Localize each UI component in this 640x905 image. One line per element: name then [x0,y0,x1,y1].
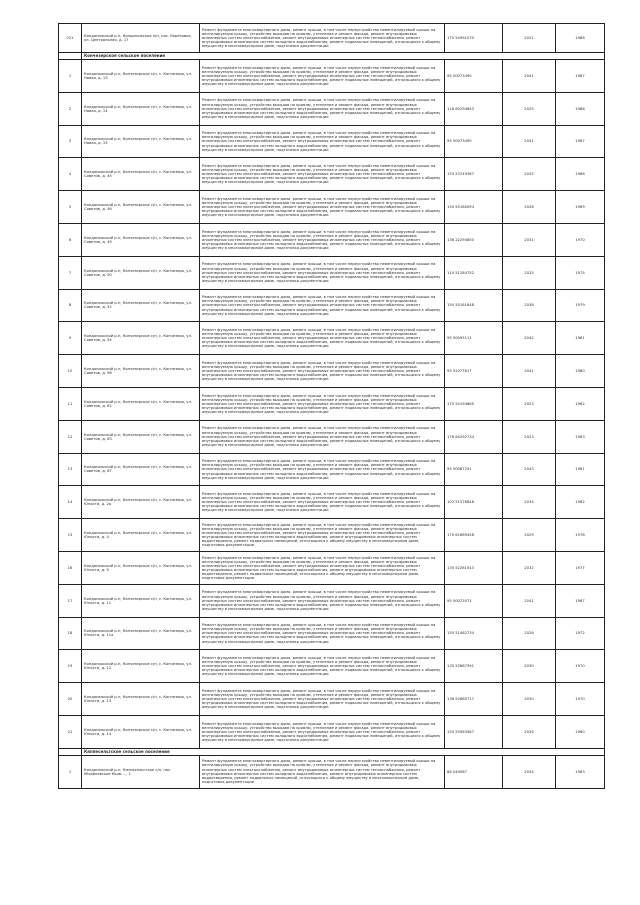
table-row [59,453,605,486]
row-number: 1 [59,755,82,788]
row-year-planned: 2043 [503,453,556,486]
row-address: Кондопожский р-н, Кондопожское п/п, пос. Берёзовка, ул. Центральная, д. 17 [82,24,200,53]
row-address: Кондопожский р-н, Кончезерское с/п, с. Кончезеро, ул. Советов, д. 54 [82,322,200,355]
row-address: Кондопожский р-н, Кончезерское с/п, с. Кончезеро, ул. Новая, д. 15 [82,125,200,158]
row-address: Кондопожский р-н, Кончезерское с/п, с. Кончезеро, ул. Юности, д. 12 [82,650,200,683]
row-cost: 103 51576848 [445,486,503,519]
row-year-planned: 2021 [503,24,556,53]
row-cost: 95 50087291 [445,453,503,486]
row-year-built: 1970 [556,650,605,683]
table-row [59,519,605,552]
row-address: Кондопожский р-н, Кончезерское с/п, с. Кончезеро, ул. Советов, д. 46 [82,191,200,224]
row-work-list: Ремонт фундамента многоквартирного дома, ремонт крыши, в том числе переустройство невентилируемой крыши на вентилируемую крышу, устройство выходов на кровлю, утепление и ремонт фасада, ремонт внутридомовых инженерных систем электроснабжения, ремонт внутридомовых инженерных систем теплоснабжения, ремонт внутридомовых инженерных систем холодного водоснабжения, ремонт подвальных помещений, относящихся к общему имуществу в многоквартирном доме, подготовка документации [200,24,445,53]
row-cost: 136 22294850 [445,223,503,256]
row-year-planned: 2030 [503,683,556,716]
row-number: 19 [59,650,82,683]
table-row [59,650,605,683]
row-work-list: Ремонт фундамента многоквартирного дома, ремонт крыши, в том числе переустройство невентилируемой крыши на вентилируемую крышу, устройство выходов на кровлю, утепление и ремонт фасада, ремонт внутридомовых инженерных систем электроснабжения, ремонт внутридомовых инженерных систем теплоснабжения, ремонт внутридомовых инженерных систем холодного водоснабжения, ремонт подвальных помещений, относящихся к общему имуществу в многоквартирном доме, подготовка документации [200,683,445,716]
section-header-row [59,53,605,60]
row-cost: 136 52660717 [445,683,503,716]
row-year-built: 1980 [556,715,605,748]
row-year-planned: 2025 [503,92,556,125]
row-year-built: 1970 [556,683,605,716]
row-work-list: Ремонт фундамента многоквартирного дома, ремонт крыши, в том числе переустройство невентилируемой крыши на вентилируемую крышу, устройство выходов на кровлю, утепление и ремонт фасада, ремонт внутридомовых инженерных систем электроснабжения, ремонт внутридомовых инженерных систем теплоснабжения, ремонт внутридомовых инженерных систем холодного водоснабжения, ремонт подвальных помещений, относящихся к общему имуществу в многоквартирном доме, подготовка документации [200,584,445,617]
row-work-list: Ремонт фундамента многоквартирного дома, ремонт крыши, в том числе переустройство невентилируемой крыши на вентилируемую крышу, устройство выходов на кровлю, утепление и ремонт фасада, ремонт внутридомовых инженерных систем электроснабжения, ремонт внутридомовых инженерных систем теплоснабжения, ремонт внутридомовых инженерных систем холодного водоснабжения, ремонт подвальных помещений, относящихся к общему имуществу в многоквартирном доме, подготовка документации [200,289,445,322]
row-year-planned: 2034 [503,486,556,519]
row-address: Кондопожский р-н, Кончезерское с/п, с. Кончезеро, ул. Советов, д. 49 [82,223,200,256]
row-work-list: Ремонт фундамента многоквартирного дома, ремонт крыши, в том числе переустройство невентилируемой крыши на вентилируемую крышу, устройство выходов на кровлю, утепление и ремонт фасада, ремонт внутридомовых инженерных систем электроснабжения, ремонт внутридомовых инженерных систем теплоснабжения, ремонт внутридомовых инженерных систем холодного водоснабжения, ремонт внутридомовых инженерных систем водоотведения, ремонт подвальных помещений, относящихся к общему имуществу в многоквартирном доме, подготовка документации [200,519,445,552]
row-address: Кондопожский р-н, Кончезерское с/п, с. Кончезеро, ул. Советов, д. 63 [82,420,200,453]
row-number: 13 [59,453,82,486]
row-cost: 175 54194865 [445,387,503,420]
row-work-list: Ремонт фундамента многоквартирного дома, ремонт крыши, в том числе переустройство невентилируемой крыши на вентилируемую крышу, устройство выходов на кровлю, утепление и ремонт фасада, ремонт внутридомовых инженерных систем электроснабжения, ремонт внутридомовых инженерных систем теплоснабжения, ремонт внутридомовых инженерных систем холодного водоснабжения, ремонт подвальных помещений, относящихся к общему имуществу в многоквартирном доме, подготовка документации [200,650,445,683]
row-number: 9 [59,322,82,355]
row-address: Кондопожский р-н, Кончезерское с/п, с. Кончезеро, ул. Юности, д. 11 [82,584,200,617]
table-row [59,125,605,158]
row-cost: 118 60294843 [445,92,503,125]
row-cost: 150 55161648 [445,289,503,322]
row-year-planned: 2026 [503,191,556,224]
table-row [59,60,605,93]
row-number: 16 [59,551,82,584]
row-year-built: 1962 [556,387,605,420]
row-address: Кондопожский р-н, Кончезерское с/п, с. Кончезеро, ул. Советов, д. 67 [82,453,200,486]
row-year-built: 1978 [556,519,605,552]
row-work-list: Ремонт фундамента многоквартирного дома, ремонт крыши, в том числе переустройство невентилируемой крыши на вентилируемую крышу, устройство выходов на кровлю, утепление и ремонт фасада, ремонт внутридомовых инженерных систем электроснабжения, ремонт внутридомовых инженерных систем теплоснабжения, ремонт внутридомовых инженерных систем холодного водоснабжения, ремонт подвальных помещений, относящихся к общему имуществу в многоквартирном доме, подготовка документации [200,322,445,355]
row-year-planned: 2041 [503,125,556,158]
section-header-row [59,748,605,755]
row-work-list: Ремонт фундамента многоквартирного дома, ремонт крыши, в том числе переустройство невентилируемой крыши на вентилируемую крышу, устройство выходов на кровлю, утепление и ремонт фасада, ремонт внутридомовых инженерных систем электроснабжения, ремонт внутридомовых инженерных систем теплоснабжения, ремонт внутридомовых инженерных систем холодного водоснабжения, ремонт подвальных помещений, относящихся к общему имуществу в многоквартирном доме, подготовка документации [200,453,445,486]
row-year-built: 1988 [556,92,605,125]
row-year-built: 1981 [556,453,605,486]
row-cost: 155 51462734 [445,617,503,650]
table-row [59,191,605,224]
row-year-planned: 2025 [503,256,556,289]
row-year-planned: 2023 [503,387,556,420]
row-number: 3 [59,125,82,158]
row-year-built: 1982 [556,486,605,519]
row-year-planned: 2026 [503,715,556,748]
table-row [59,322,605,355]
row-cost: 155 53749367 [445,158,503,191]
row-year-built: 1979 [556,289,605,322]
row-number: 7 [59,256,82,289]
row-address: Кондопожский р-н, Кончезерское с/п, с. Кончезеро, ул. Советов, д. 45 [82,158,200,191]
row-work-list: Ремонт фундамента многоквартирного дома, ремонт крыши, в том числе переустройство невентилируемой крыши на вентилируемую крышу, устройство выходов на кровлю, утепление и ремонт фасада, ремонт внутридомовых инженерных систем электроснабжения, ремонт внутридомовых инженерных систем теплоснабжения, ремонт внутридомовых инженерных систем холодного водоснабжения, ремонт подвальных помещений, относящихся к общему имуществу в многоквартирном доме, подготовка документации [200,256,445,289]
section-blank-cell [59,53,82,60]
row-year-planned: 2038 [503,289,556,322]
row-number: 20 [59,683,82,716]
row-work-list: Ремонт фундамента многоквартирного дома, ремонт крыши, в том числе переустройство невентилируемой крыши на вентилируемую крышу, устройство выходов на кровлю, утепление и ремонт фасада, ремонт внутридомовых инженерных систем электроснабжения, ремонт внутридомовых инженерных систем теплоснабжения, ремонт внутридомовых инженерных систем холодного водоснабжения, ремонт подвальных помещений, относящихся к общему имуществу в многоквартирном доме, подготовка документации [200,125,445,158]
row-number: 15 [59,519,82,552]
row-work-list: Ремонт фундамента многоквартирного дома, ремонт крыши, в том числе переустройство невентилируемой крыши на вентилируемую крышу, устройство выходов на кровлю, утепление и ремонт фасада, ремонт внутридомовых инженерных систем электроснабжения, ремонт внутридомовых инженерных систем теплоснабжения, ремонт внутридомовых инженерных систем холодного водоснабжения, ремонт подвальных помещений, относящихся к общему имуществу в многоквартирном доме, подготовка документации [200,715,445,748]
section-title: Кончезерское сельское поселение [82,53,605,60]
table-row [59,617,605,650]
table-row [59,223,605,256]
row-address: Кондопожский р-н, Кончезерское с/п, с. Кончезеро, ул. Советов, д. 61 [82,387,200,420]
row-address: Кондопожский р-н, Кончезерское с/п, с. Кончезеро, ул. Новая, д. 14 [82,92,200,125]
row-address: Кондопожский р-н, Кончезерское с/п, с. Кончезеро, ул. Советов, д. 56 [82,355,200,388]
row-work-list: Ремонт фундамента многоквартирного дома, ремонт крыши, в том числе переустройство невентилируемой крыши на вентилируемую крышу, устройство выходов на кровлю, утепление и ремонт фасада, ремонт внутридомовых инженерных систем электроснабжения, ремонт внутридомовых инженерных систем теплоснабжения, ремонт внутридомовых инженерных систем холодного водоснабжения, ремонт подвальных помещений, относящихся к общему имуществу в многоквартирном доме, подготовка документации [200,355,445,388]
row-year-built: 1963 [556,420,605,453]
row-year-planned: 2031 [503,223,556,256]
section-blank-cell [59,748,82,755]
section-title: Кяппесельгское сельское поселение [82,748,605,755]
row-cost: 170 61669458 [445,519,503,552]
row-year-planned: 2029 [503,519,556,552]
row-address: Кондопожский р-н, Кончезерское с/п, с. Кончезеро, ул. Юности, д. 14 [82,715,200,748]
row-work-list: Ремонт фундамента многоквартирного дома, ремонт крыши, в том числе переустройство невентилируемой крыши на вентилируемую крышу, устройство выходов на кровлю, утепление и ремонт фасада, ремонт внутридомовых инженерных систем электроснабжения, ремонт внутридомовых инженерных систем теплоснабжения, ремонт внутридомовых инженерных систем холодного водоснабжения, ремонт подвальных помещений, относящихся к общему имуществу в многоквартирном доме, подготовка документации [200,191,445,224]
row-address: Кондопожский р-н, Кончезерское с/п, с. Кончезеро, ул. Юности, д. 2а [82,486,200,519]
row-year-planned: 2025 [503,158,556,191]
row-year-built: 1981 [556,322,605,355]
row-address: Кондопожский р-н, Кончезерское с/п, с. Кончезеро, ул. Советов, д. 52 [82,289,200,322]
row-year-built: 1987 [556,584,605,617]
row-cost: 150 55180094 [445,191,503,224]
row-work-list: Ремонт фундамента многоквартирного дома, ремонт крыши, в том числе переустройство невентилируемой крыши на вентилируемую крышу, устройство выходов на кровлю, утепление и ремонт фасада, ремонт внутридомовых инженерных систем электроснабжения, ремонт внутридомовых инженерных систем теплоснабжения, ремонт внутридомовых инженерных систем холодного водоснабжения, ремонт подвальных помещений, относящихся к общему имуществу в многоквартирном доме, подготовка документации [200,158,445,191]
row-cost: 86 049067 [445,755,503,788]
row-number: 4 [59,158,82,191]
table-row [59,715,605,748]
table-row [59,584,605,617]
row-number: 2 [59,92,82,125]
row-number: 221 [59,24,82,53]
row-address: Кондопожский р-н, Кончезерское с/п, с. Кончезеро, ул. Новая, д. 13 [82,60,200,93]
row-cost: 135 52261543 [445,551,503,584]
row-year-planned: 2041 [503,355,556,388]
row-work-list: Ремонт фундамента многоквартирного дома, ремонт крыши, в том числе переустройство невентилируемой крыши на вентилируемую крышу, устройство выходов на кровлю, утепление и ремонт фасада, ремонт внутридомовых инженерных систем электроснабжения, ремонт внутридомовых инженерных систем теплоснабжения, ремонт внутридомовых инженерных систем холодного водоснабжения, ремонт подвальных помещений, относящихся к общему имуществу в многоквартирном доме, подготовка документации [200,617,445,650]
row-address: Кондопожский р-н, Кяппесельгское с/п, пос. Міхайловское Кішм ..., 1 [82,755,200,788]
row-work-list: Ремонт фундамента многоквартирного дома, ремонт крыши, в том числе переустройство невентилируемой крыши на вентилируемую крышу, устройство выходов на кровлю, утепление и ремонт фасада, ремонт внутридомовых инженерных систем электроснабжения, ремонт внутридомовых инженерных систем теплоснабжения, ремонт внутридомовых инженерных систем холодного водоснабжения, ремонт внутридомовых инженерных систем водоотведения, ремонт подвальных помещений, относящихся к общему имуществу в многоквартирном доме, подготовка документации [200,755,445,788]
row-address: Кондопожский р-н, Кончезерское с/п, с. Кончезеро, ул. Юности, д. 4 [82,519,200,552]
row-cost: 155 53583567 [445,715,503,748]
table-row [59,256,605,289]
row-year-built: 1988 [556,24,605,53]
table-row [59,420,605,453]
table-row [59,486,605,519]
row-cost: 175 54991070 [445,24,503,53]
table-row [59,92,605,125]
row-year-built: 1972 [556,617,605,650]
row-number: 11 [59,387,82,420]
row-year-planned: 2041 [503,60,556,93]
row-number: 8 [59,289,82,322]
table-row [59,387,605,420]
row-number: 12 [59,420,82,453]
row-number: 5 [59,191,82,224]
row-cost: 95 52077617 [445,355,503,388]
row-year-planned: 2030 [503,650,556,683]
row-year-planned: 2032 [503,551,556,584]
row-work-list: Ремонт фундамента многоквартирного дома, ремонт крыши, в том числе переустройство невентилируемой крыши на вентилируемую крышу, устройство выходов на кровлю, утепление и ремонт фасада, ремонт внутридомовых инженерных систем электроснабжения, ремонт внутридомовых инженерных систем теплоснабжения, ремонт внутридомовых инженерных систем холодного водоснабжения, ремонт подвальных помещений, относящихся к общему имуществу в многоквартирном доме, подготовка документации [200,420,445,453]
table-row [59,158,605,191]
row-address: Кондопожский р-н, Кончезерское с/п, с. Кончезеро, ул. Юности, д. 5 [82,551,200,584]
row-year-planned: 2023 [503,420,556,453]
row-number: 21 [59,715,82,748]
row-work-list: Ремонт фундамента многоквартирного дома, ремонт крыши, в том числе переустройство невентилируемой крыши на вентилируемую крышу, устройство выходов на кровлю, утепление и ремонт фасада, ремонт внутридомовых инженерных систем электроснабжения, ремонт внутридомовых инженерных систем теплоснабжения, ремонт внутридомовых инженерных систем холодного водоснабжения, ремонт подвальных помещений, относящихся к общему имуществу в многоквартирном доме, подготовка документации [200,387,445,420]
row-year-built: 1977 [556,551,605,584]
row-address: Кондопожский р-н, Кончезерское с/п, с. Кончезеро, ул. Юности, д. 11а [82,617,200,650]
repair-program-table [58,23,605,789]
table-row [59,551,605,584]
row-year-built: 1970 [556,223,605,256]
row-address: Кондопожский р-н, Кончезерское с/п, с. Кончезеро, ул. Советов, д. 50 [82,256,200,289]
table-row [59,355,605,388]
row-address: Кондопожский р-н, Кончезерское с/п, с. Кончезеро, ул. Юности, д. 13 [82,683,200,716]
row-cost: 110 51284752 [445,256,503,289]
table-row [59,289,605,322]
row-work-list: Ремонт фундамента многоквартирного дома, ремонт крыши, в том числе переустройство невентилируемой крыши на вентилируемую крышу, устройство выходов на кровлю, утепление и ремонт фасада, ремонт внутридомовых инженерных систем электроснабжения, ремонт внутридомовых инженерных систем теплоснабжения, ремонт внутридомовых инженерных систем холодного водоснабжения, ремонт подвальных помещений, относящихся к общему имуществу в многоквартирном доме, подготовка документации [200,60,445,93]
row-year-planned: 2041 [503,584,556,617]
row-cost: 95 50095111 [445,322,503,355]
row-work-list: Ремонт фундамента многоквартирного дома, ремонт крыши, в том числе переустройство невентилируемой крыши на вентилируемую крышу, устройство выходов на кровлю, утепление и ремонт фасада, ремонт внутридомовых инженерных систем электроснабжения, ремонт внутридомовых инженерных систем теплоснабжения, ремонт внутридомовых инженерных систем холодного водоснабжения, ремонт подвальных помещений, относящихся к общему имуществу в многоквартирном доме, подготовка документации [200,486,445,519]
row-cost: 176 64292734 [445,420,503,453]
row-year-built: 1969 [556,191,605,224]
row-year-built: 1980 [556,355,605,388]
row-year-built: 1975 [556,256,605,289]
row-number: 10 [59,355,82,388]
row-number: 14 [59,486,82,519]
row-work-list: Ремонт фундамента многоквартирного дома, ремонт крыши, в том числе переустройство невентилируемой крыши на вентилируемую крышу, устройство выходов на кровлю, утепление и ремонт фасада, ремонт внутридомовых инженерных систем электроснабжения, ремонт внутридомовых инженерных систем теплоснабжения, ремонт внутридомовых инженерных систем холодного водоснабжения, ремонт подвальных помещений, относящихся к общему имуществу в многоквартирном доме, подготовка документации [200,223,445,256]
table-row [59,755,605,788]
row-year-planned: 2026 [503,617,556,650]
row-work-list: Ремонт фундамента многоквартирного дома, ремонт крыши, в том числе переустройство невентилируемой крыши на вентилируемую крышу, устройство выходов на кровлю, утепление и ремонт фасада, ремонт внутридомовых инженерных систем электроснабжения, ремонт внутридомовых инженерных систем теплоснабжения, ремонт внутридомовых инженерных систем холодного водоснабжения, ремонт внутридомовых инженерных систем водоотведения, ремонт подвальных помещений, относящихся к общему имуществу в многоквартирном доме, подготовка документации [200,551,445,584]
row-year-built: 1968 [556,158,605,191]
row-cost: 95 50073490 [445,125,503,158]
row-cost: 95 50072071 [445,584,503,617]
row-year-planned: 2042 [503,322,556,355]
table-row [59,24,605,53]
row-number: 6 [59,223,82,256]
row-year-built: 1963 [556,755,605,788]
row-number: 18 [59,617,82,650]
table-row [59,683,605,716]
row-cost: 135 52867391 [445,650,503,683]
row-number: 1 [59,60,82,93]
row-year-built: 1987 [556,60,605,93]
row-work-list: Ремонт фундамента многоквартирного дома, ремонт крыши, в том числе переустройство невентилируемой крыши на вентилируемую крышу, устройство выходов на кровлю, утепление и ремонт фасада, ремонт внутридомовых инженерных систем электроснабжения, ремонт внутридомовых инженерных систем теплоснабжения, ремонт внутридомовых инженерных систем холодного водоснабжения, ремонт подвальных помещений, относящихся к общему имуществу в многоквартирном доме, подготовка документации [200,92,445,125]
row-year-planned: 2034 [503,755,556,788]
row-number: 17 [59,584,82,617]
row-year-built: 1987 [556,125,605,158]
row-cost: 95 50073490 [445,60,503,93]
